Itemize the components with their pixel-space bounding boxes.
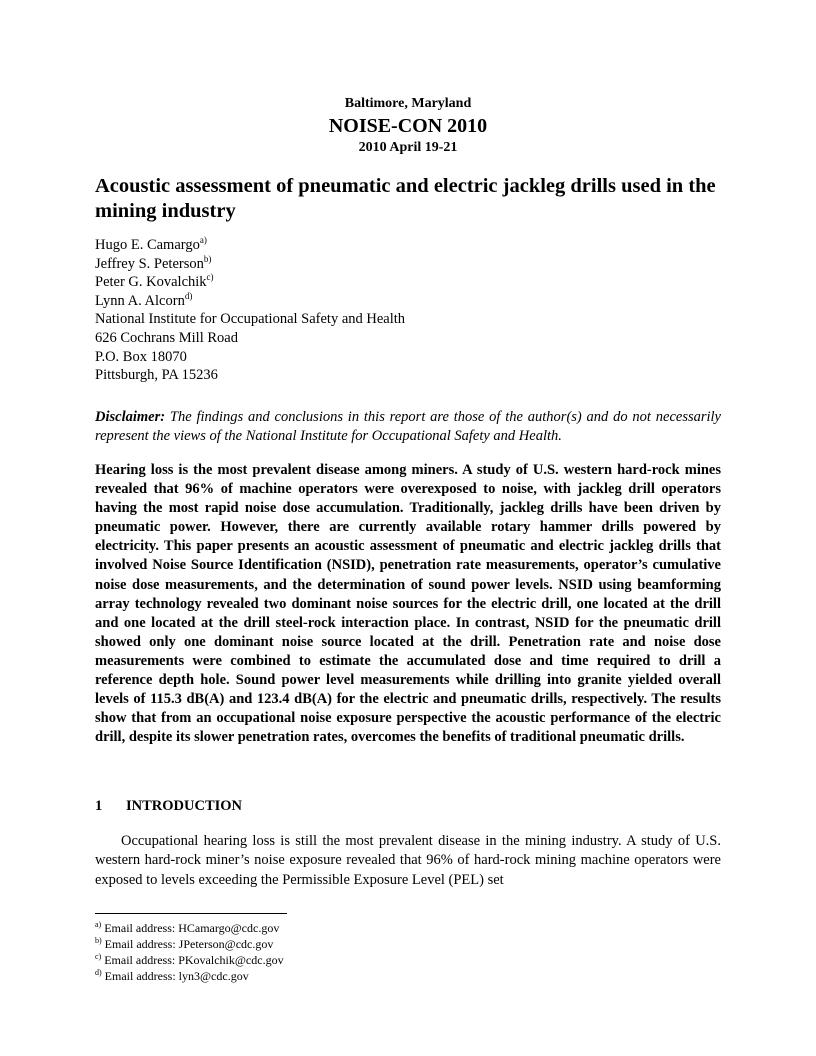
author-mark: d) <box>184 290 193 301</box>
footnote <box>95 936 721 952</box>
section-heading <box>95 797 721 816</box>
introduction-paragraph: Occupational hearing loss is still the most prevalent disease in the mining industry. A study of U.S. western hard-rock miner’s noise exposure revealed that 96% of hard-rock mining machine operators were exposed to levels exceeding the Permissible Exposure Level (PEL) set <box>95 833 721 888</box>
footnote-mark: b) <box>95 936 102 945</box>
footnote-mark: a) <box>95 920 102 929</box>
footnote-mark: d) <box>95 968 102 977</box>
affiliation-city: Pittsburgh, PA 15236 <box>95 367 218 384</box>
footnote <box>95 968 721 984</box>
disclaimer <box>95 408 721 446</box>
author-name: Lynn A. Alcorn <box>95 292 185 309</box>
footnote-text: Email address: JPeterson@cdc.gov <box>101 937 274 951</box>
conference-dates: 2010 April 19-21 <box>358 140 458 155</box>
footnote-text: Email address: HCamargo@cdc.gov <box>101 921 280 935</box>
section-title: INTRODUCTION <box>126 798 243 814</box>
author-name: Peter G. Kovalchik <box>95 274 207 291</box>
affiliation-street: 626 Cochrans Mill Road <box>95 329 238 346</box>
conference-location: Baltimore, Maryland <box>344 96 472 111</box>
disclaimer-label: Disclaimer: <box>95 409 166 425</box>
section-number: 1 <box>95 798 103 814</box>
author-block <box>95 236 721 385</box>
author <box>95 255 721 274</box>
author-mark: c) <box>206 272 214 283</box>
footnote-text: Email address: PKovalchik@cdc.gov <box>101 953 284 967</box>
author-mark: b) <box>203 253 212 264</box>
affiliation-po-box: P.O. Box 18070 <box>95 348 187 365</box>
footnote-mark: c) <box>95 952 102 961</box>
footnote-divider <box>95 913 287 914</box>
footnotes <box>95 920 721 984</box>
author-name: Jeffrey S. Peterson <box>95 255 204 272</box>
author-name: Hugo E. Camargo <box>95 237 200 253</box>
footnote <box>95 920 721 936</box>
author <box>95 236 721 255</box>
author <box>95 273 721 292</box>
footnote <box>95 952 721 968</box>
disclaimer-text: The findings and conclusions in this report are those of the author(s) and do not necessarily represent the views of the National Institute for Occupational Safety and Health. <box>95 409 721 444</box>
footnote-text: Email address: lyn3@cdc.gov <box>101 969 249 983</box>
affiliation-institution: National Institute for Occupational Safety and Health <box>95 311 406 328</box>
abstract: Hearing loss is the most prevalent disease among miners. A study of U.S. western hard-rock mines revealed that 96% of machine operators were overexposed to noise, with jackleg drill operators having the most rapid noise dose accumulation. Traditionally, jackleg drills have been driven by pneumatic power. However, there are currently available rotary hammer drills powered by electricity. This paper presents an acoustic assessment of pneumatic and electric jackleg drills that involved Noise Source Identification (NSID), penetration rate measurements, operator’s cumulative noise dose measurements, and the determination of sound power levels. NSID using beamforming array technology revealed two dominant noise sources for the electric drill, one located at the drill and one located at the drill steel-rock interaction place. In contrast, NSID for the pneumatic drill showed only one dominant noise source located at the drill. Penetration rate and noise dose measurements were combined to estimate the accumulated dose and time required to drill a reference depth hole. Sound power level measurements while drilling into granite yielded overall levels of 115.3 dB(A) and 123.4 dB(A) for the electric and pneumatic drills, respectively. The results show that from an occupational noise exposure perspective the acoustic performance of the electric drill, despite its slower penetration rates, overcomes the benefits of traditional pneumatic drills. <box>95 462 721 746</box>
paper-title: Acoustic assessment of pneumatic and electric jackleg drills used in the mining industry <box>95 175 716 222</box>
author <box>95 292 721 311</box>
author-mark: a) <box>199 235 207 245</box>
conference-name: NOISE-CON 2010 <box>328 115 488 137</box>
